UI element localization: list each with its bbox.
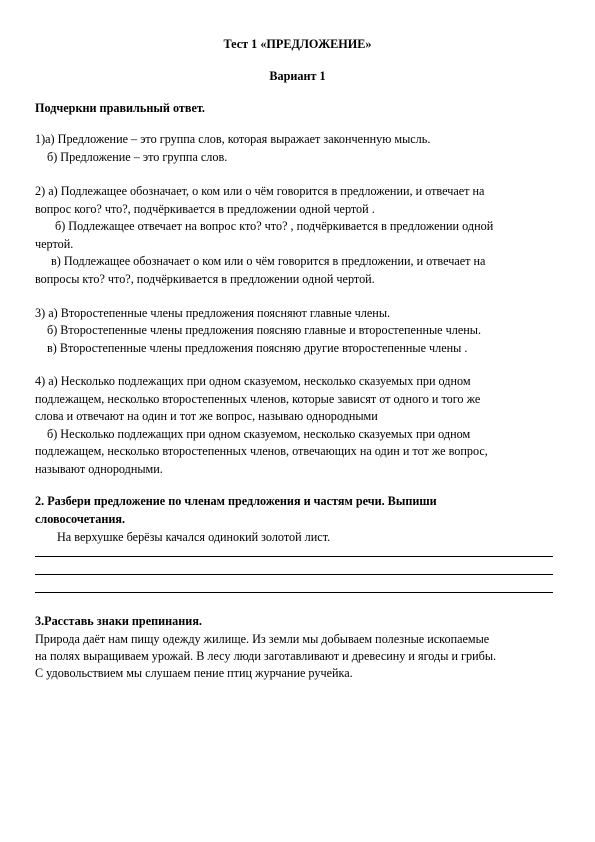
q2-line: чертой. [35, 237, 74, 251]
q2-line: вопрос кого? что?, подчёркивается в предложении одной чертой . [35, 202, 375, 216]
task3-line: Природа даёт нам пищу одежду жилище. Из земли мы добываем полезные ископаемые [35, 632, 490, 646]
q2-line: вопросы кто? что?, подчёркивается в предложении одной чертой. [35, 272, 375, 286]
q3-line: 3) а) Второстепенные члены предложения поясняют главные члены. [35, 306, 391, 320]
q4-line: подлежащем, несколько второстепенных членов, отвечающих на один и тот же вопрос, [35, 444, 488, 458]
task2-heading: 2. Разбери предложение по членам предложения и частям речи. Выпиши [35, 494, 437, 508]
q4-line: слова и отвечают на один и тот же вопрос, называю однородными [35, 409, 378, 423]
task2-heading: словосочетания. [35, 512, 126, 526]
q4-line: называют однородными. [35, 462, 163, 476]
task3-line: С удовольствием мы слушаем пение птиц журчание ручейка. [35, 666, 353, 680]
task3-heading: 3.Расставь знаки препинания. [35, 614, 202, 628]
q1-option-a: 1)а) Предложение – это группа слов, которая выражает законченную мысль. [35, 132, 431, 146]
q3-line: в) Второстепенные члены предложения поясняю другие второстепенные члены . [47, 341, 468, 355]
task2-sentence: На верхушке берёзы качался одинокий золотой лист. [57, 530, 331, 544]
task3-line: на полях выращиваем урожай. В лесу люди заготавливают и древесину и ягоды и грибы. [35, 649, 497, 663]
q1-option-b: б) Предложение – это группа слов. [47, 150, 228, 164]
q2-line: б) Подлежащее отвечает на вопрос кто? что? , подчёркивается в предложении одной [55, 219, 494, 233]
q3-line: б) Второстепенные члены предложения поясняю главные и второстепенные члены. [47, 323, 482, 337]
task1-instruction: Подчеркни правильный ответ. [35, 101, 205, 115]
q2-line: в) Подлежащее обозначает о ком или о чём говорится в предложении, и отвечает на [51, 254, 486, 268]
page-title: Тест 1 «ПРЕДЛОЖЕНИЕ» [223, 37, 372, 51]
q4-line: подлежащем, несколько второстепенных членов, которые зависят от одного и того же [35, 392, 481, 406]
q4-line: б) Несколько подлежащих при одном сказуемом, несколько сказуемых при одном [47, 427, 471, 441]
q2-line: 2) а) Подлежащее обозначает, о ком или о чём говорится в предложении, и отвечает на [35, 184, 485, 198]
variant-title: Вариант 1 [269, 69, 326, 83]
answer-line[interactable] [35, 574, 553, 575]
q4-line: 4) а) Несколько подлежащих при одном сказуемом, несколько сказуемых при одном [35, 374, 471, 388]
answer-line[interactable] [35, 556, 553, 557]
answer-line[interactable] [35, 592, 553, 593]
